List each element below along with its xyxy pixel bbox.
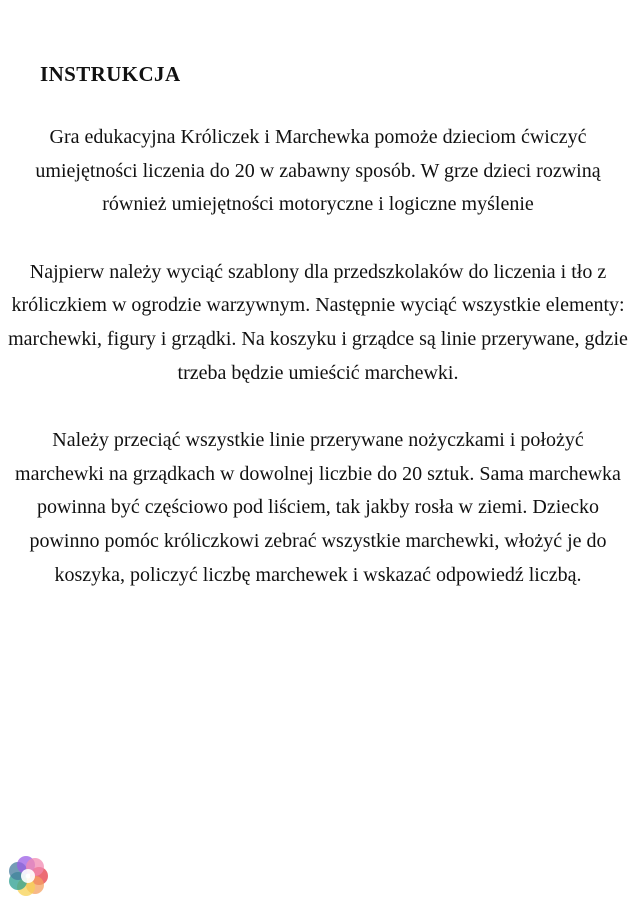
paragraph-gameplay-instructions: Należy przeciąć wszystkie linie przerywane nożyczkami i położyć marchewki na grządkach w dowolnej liczbie do 20 sztuk. Sama marchewka powinna być częściowo pod liściem, tak jakby rosła w ziemi. Dziecko powinno pomóc króliczkowi zebrać wszystkie marchewki, włożyć je do koszyka, policzyć liczbę marchewek i wskazać odpowiedź liczbą. xyxy=(15,429,621,586)
paragraph-cutting-instructions: Najpierw należy wyciąć szablony dla przedszkolaków do liczenia i tło z króliczkiem w ogrodzie warzywnym. Następnie wyciąć wszystkie elementy: marchewki, figury i grządki. Na koszyku i grządce są linie przerywane, gdzie trzeba będzie umieścić marchewki. xyxy=(8,260,628,384)
colorful-splash-logo-icon xyxy=(6,854,54,900)
paragraph-intro: Gra edukacyjna Króliczek i Marchewka pomoże dzieciom ćwiczyć umiejętności liczenia do 20 w zabawny sposób. W grze dzieci rozwiną również umiejętności motoryczne i logiczne myślenie xyxy=(35,126,601,216)
page-title: INSTRUKCJA xyxy=(40,62,181,86)
